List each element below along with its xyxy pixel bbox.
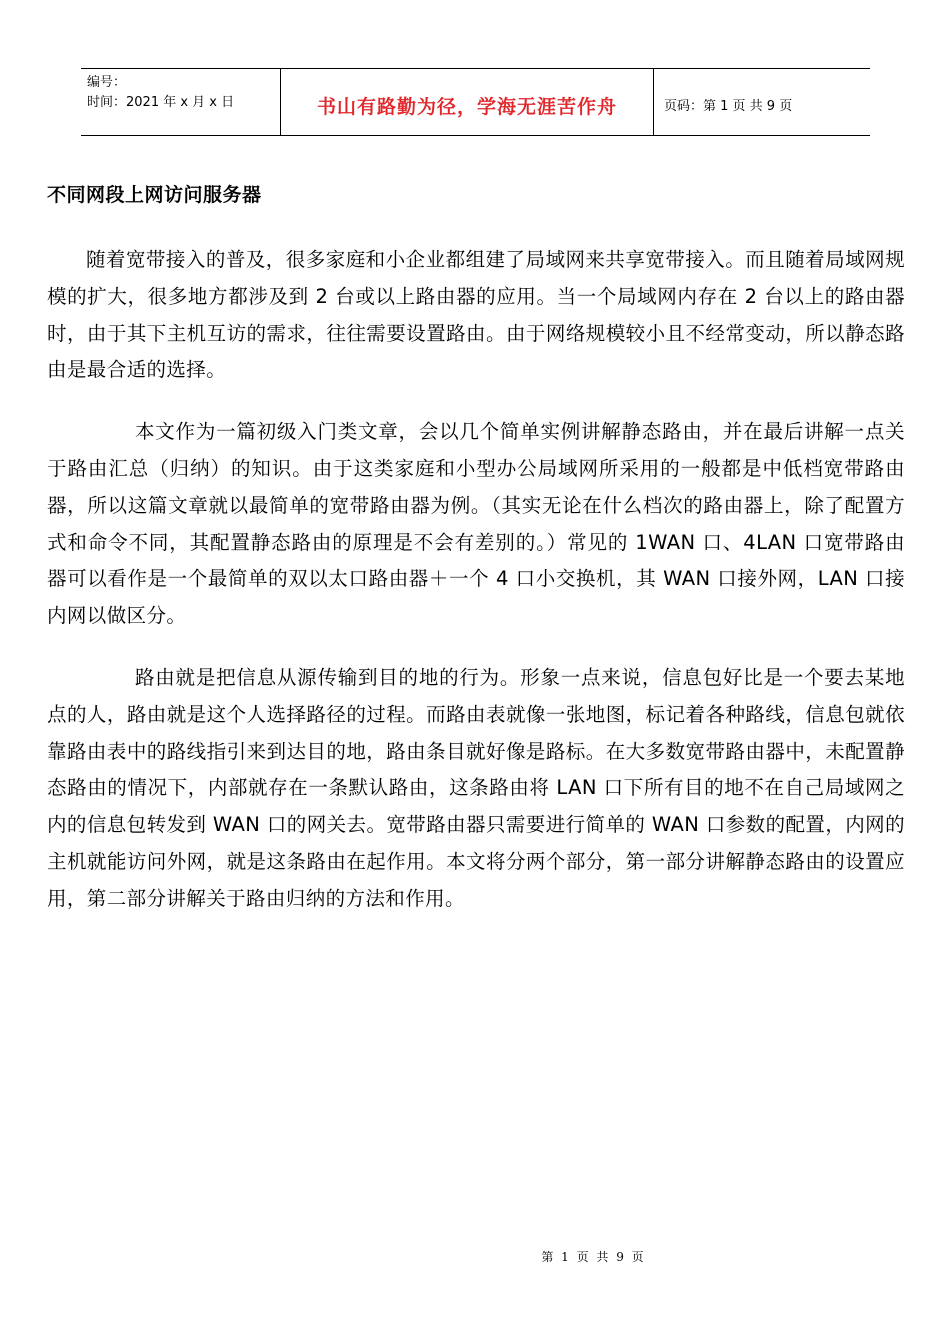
- page-footer: 第 1 页 共 9 页: [541, 1250, 644, 1264]
- page-header: [81, 68, 870, 136]
- header-meta: [81, 69, 281, 135]
- date-label: 时间：2021 年 x 月 x 日: [87, 95, 235, 110]
- paragraph: 随着宽带接入的普及，很多家庭和小企业都组建了局域网来共享宽带接入。而且随着局域网规模的扩大，很多地方都涉及到 2 台或以上路由器的应用。当一个局域网内存在 2 台以上的路由器时，由于其下主机互访的需求，往往需要设置路由。由于网络规模较小且不经常变动，所以静态路由是最合适的选择。: [47, 248, 905, 382]
- paragraph: 本文作为一篇初级入门类文章，会以几个简单实例讲解静态路由，并在最后讲解一点关于路由汇总（归纳）的知识。由于这类家庭和小型办公局域网所采用的一般都是中低档宽带路由器，所以这篇文章就以最简单的宽带路由器为例。（其实无论在什么档次的路由器上，除了配置方式和命令不同，其配置静态路由的原理是不会有差别的。）常见的 1WAN 口、4LAN 口宽带路由器可以看作是一个最简单的双以太口路由器＋一个 4 口小交换机，其 WAN 口接外网，LAN 口接内网以做区分。: [47, 420, 905, 628]
- document-title: 不同网段上网访问服务器: [47, 184, 262, 206]
- header-page-info: 页码：第 1 页 共 9 页: [664, 98, 793, 114]
- header-motto: 书山有路勤为径，学海无涯苦作舟: [281, 69, 654, 135]
- paragraph: 路由就是把信息从源传输到目的地的行为。形象一点来说，信息包好比是一个要去某地点的人，路由就是这个人选择路径的过程。而路由表就像一张地图，标记着各种路线，信息包就依靠路由表中的路线指引来到达目的地，路由条目就好像是路标。在大多数宽带路由器中，未配置静态路由的情况下，内部就存在一条默认路由，这条路由将 LAN 口下所有目的地不在自己局域网之内的信息包转发到 WAN 口的网关去。宽带路由器只需要进行简单的 WAN 口参数的配置，内网的主机就能访问外网，就是这条路由在起作用。本文将分两个部分，第一部分讲解静态路由的设置应用，第二部分讲解关于路由归纳的方法和作用。: [47, 665, 905, 910]
- document-body: [47, 242, 905, 943]
- number-label: 编号：: [87, 75, 127, 90]
